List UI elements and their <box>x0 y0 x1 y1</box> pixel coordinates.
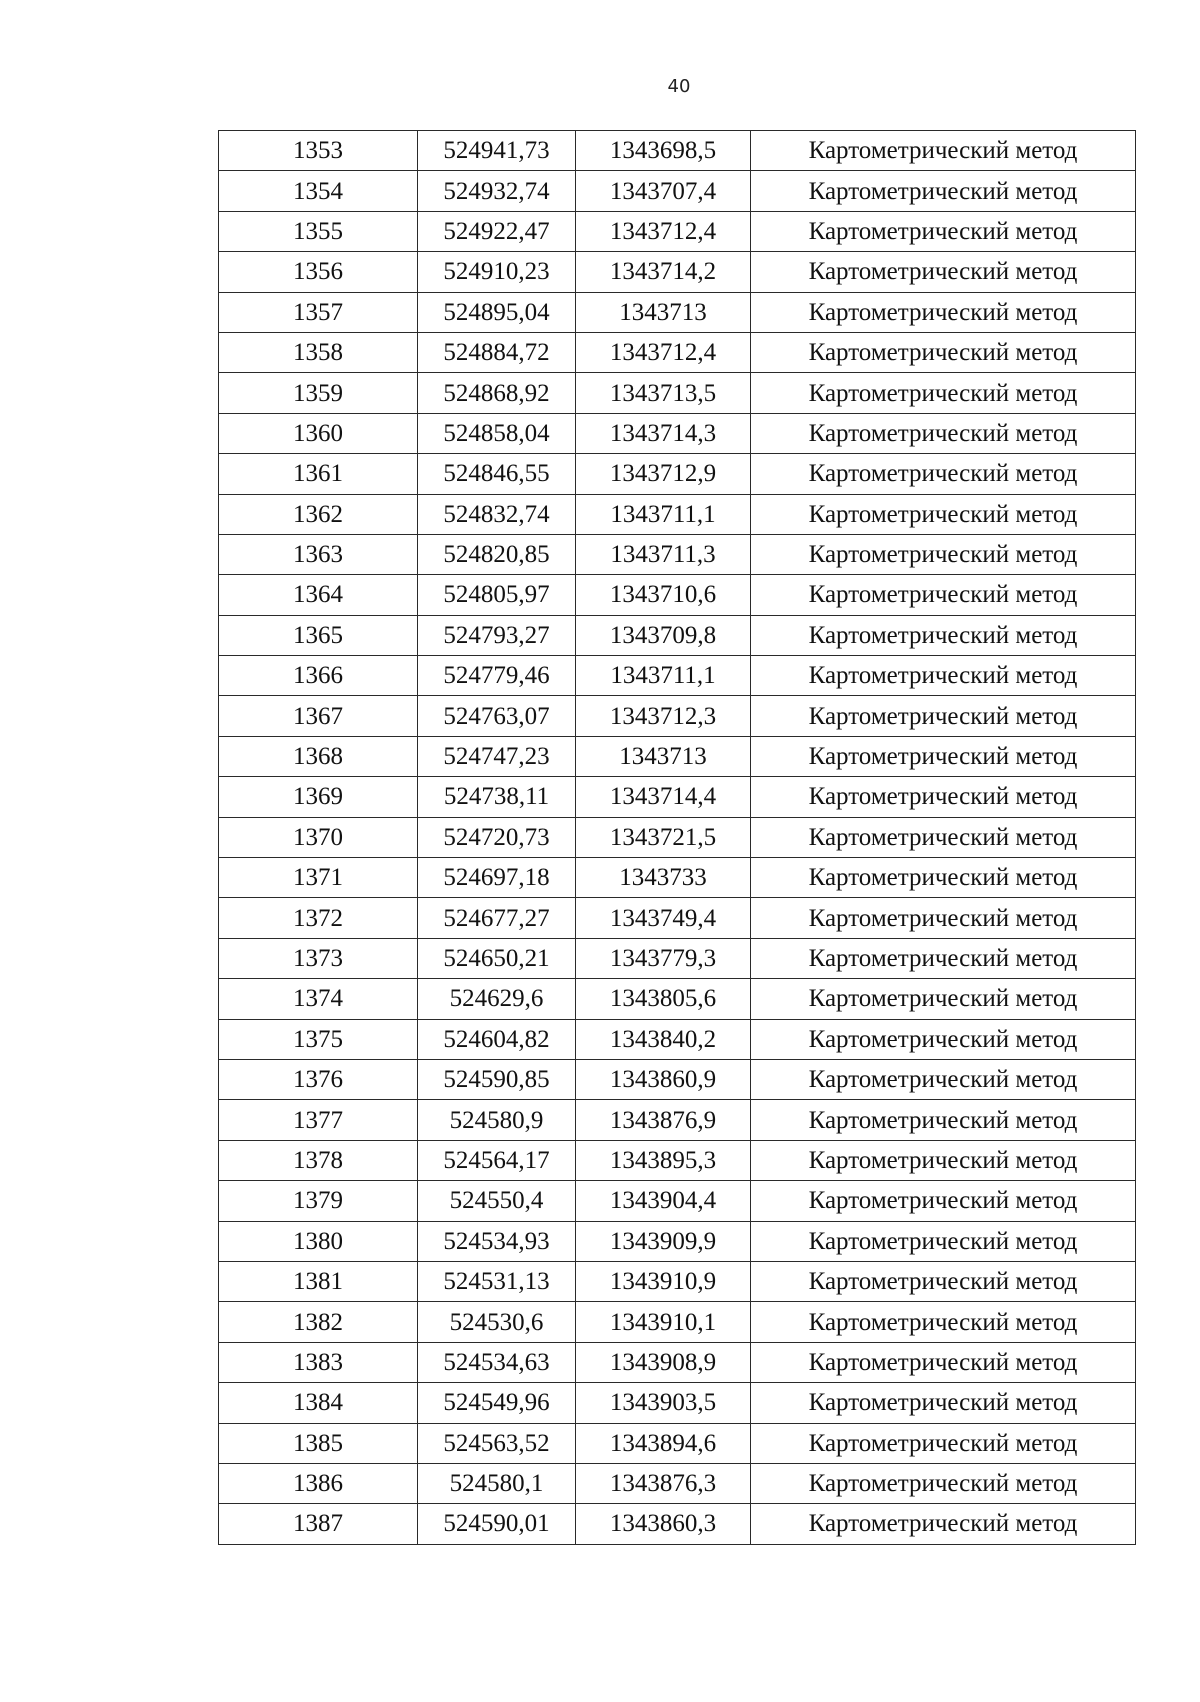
x-coordinate-cell: 524793,27 <box>418 615 576 655</box>
table-row <box>219 332 1136 372</box>
x-coordinate-cell: 524697,18 <box>418 858 576 898</box>
point-number-cell: 1358 <box>219 332 418 372</box>
x-coordinate-cell: 524747,23 <box>418 736 576 776</box>
y-coordinate-cell: 1343711,1 <box>576 494 751 534</box>
table-row <box>219 171 1136 211</box>
x-coordinate-cell: 524530,6 <box>418 1302 576 1342</box>
method-cell: Картометрический метод <box>751 252 1136 292</box>
x-coordinate-cell: 524580,9 <box>418 1100 576 1140</box>
method-cell: Картометрический метод <box>751 332 1136 372</box>
point-number-cell: 1380 <box>219 1221 418 1261</box>
x-coordinate-cell: 524868,92 <box>418 373 576 413</box>
y-coordinate-cell: 1343714,3 <box>576 413 751 453</box>
point-number-cell: 1354 <box>219 171 418 211</box>
point-number-cell: 1379 <box>219 1181 418 1221</box>
method-cell: Картометрический метод <box>751 1463 1136 1503</box>
method-cell: Картометрический метод <box>751 1423 1136 1463</box>
method-cell: Картометрический метод <box>751 413 1136 453</box>
table-row <box>219 1383 1136 1423</box>
table-row <box>219 211 1136 251</box>
method-cell: Картометрический метод <box>751 938 1136 978</box>
method-cell: Картометрический метод <box>751 1504 1136 1544</box>
method-cell: Картометрический метод <box>751 131 1136 171</box>
method-cell: Картометрический метод <box>751 211 1136 251</box>
y-coordinate-cell: 1343698,5 <box>576 131 751 171</box>
y-coordinate-cell: 1343712,3 <box>576 696 751 736</box>
table-row <box>219 413 1136 453</box>
point-number-cell: 1385 <box>219 1423 418 1463</box>
table-row <box>219 1019 1136 1059</box>
method-cell: Картометрический метод <box>751 494 1136 534</box>
y-coordinate-cell: 1343709,8 <box>576 615 751 655</box>
point-number-cell: 1353 <box>219 131 418 171</box>
method-cell: Картометрический метод <box>751 898 1136 938</box>
page-number: 40 <box>667 76 691 97</box>
method-cell: Картометрический метод <box>751 817 1136 857</box>
table-row <box>219 1302 1136 1342</box>
method-cell: Картометрический метод <box>751 696 1136 736</box>
point-number-cell: 1369 <box>219 777 418 817</box>
coordinates-table <box>218 130 1136 1545</box>
y-coordinate-cell: 1343895,3 <box>576 1140 751 1180</box>
y-coordinate-cell: 1343710,6 <box>576 575 751 615</box>
y-coordinate-cell: 1343805,6 <box>576 979 751 1019</box>
point-number-cell: 1359 <box>219 373 418 413</box>
y-coordinate-cell: 1343733 <box>576 858 751 898</box>
table-row <box>219 858 1136 898</box>
y-coordinate-cell: 1343713,5 <box>576 373 751 413</box>
table-row <box>219 777 1136 817</box>
method-cell: Картометрический метод <box>751 575 1136 615</box>
point-number-cell: 1361 <box>219 454 418 494</box>
method-cell: Картометрический метод <box>751 656 1136 696</box>
point-number-cell: 1384 <box>219 1383 418 1423</box>
x-coordinate-cell: 524590,01 <box>418 1504 576 1544</box>
x-coordinate-cell: 524941,73 <box>418 131 576 171</box>
x-coordinate-cell: 524884,72 <box>418 332 576 372</box>
point-number-cell: 1381 <box>219 1261 418 1301</box>
method-cell: Картометрический метод <box>751 777 1136 817</box>
x-coordinate-cell: 524805,97 <box>418 575 576 615</box>
x-coordinate-cell: 524922,47 <box>418 211 576 251</box>
table-row <box>219 1140 1136 1180</box>
y-coordinate-cell: 1343714,4 <box>576 777 751 817</box>
point-number-cell: 1356 <box>219 252 418 292</box>
x-coordinate-cell: 524531,13 <box>418 1261 576 1301</box>
table-row <box>219 696 1136 736</box>
x-coordinate-cell: 524846,55 <box>418 454 576 494</box>
method-cell: Картометрический метод <box>751 1059 1136 1099</box>
table-row <box>219 1463 1136 1503</box>
table-row <box>219 979 1136 1019</box>
x-coordinate-cell: 524604,82 <box>418 1019 576 1059</box>
table-row <box>219 252 1136 292</box>
point-number-cell: 1377 <box>219 1100 418 1140</box>
y-coordinate-cell: 1343909,9 <box>576 1221 751 1261</box>
method-cell: Картометрический метод <box>751 1342 1136 1382</box>
method-cell: Картометрический метод <box>751 1261 1136 1301</box>
method-cell: Картометрический метод <box>751 171 1136 211</box>
y-coordinate-cell: 1343876,3 <box>576 1463 751 1503</box>
x-coordinate-cell: 524858,04 <box>418 413 576 453</box>
table-row <box>219 1059 1136 1099</box>
y-coordinate-cell: 1343910,9 <box>576 1261 751 1301</box>
x-coordinate-cell: 524580,1 <box>418 1463 576 1503</box>
point-number-cell: 1355 <box>219 211 418 251</box>
y-coordinate-cell: 1343711,1 <box>576 656 751 696</box>
x-coordinate-cell: 524763,07 <box>418 696 576 736</box>
table-row <box>219 736 1136 776</box>
coordinates-table-body <box>219 131 1136 1545</box>
point-number-cell: 1383 <box>219 1342 418 1382</box>
table-row <box>219 1342 1136 1382</box>
point-number-cell: 1386 <box>219 1463 418 1503</box>
y-coordinate-cell: 1343894,6 <box>576 1423 751 1463</box>
x-coordinate-cell: 524932,74 <box>418 171 576 211</box>
point-number-cell: 1382 <box>219 1302 418 1342</box>
point-number-cell: 1372 <box>219 898 418 938</box>
point-number-cell: 1362 <box>219 494 418 534</box>
method-cell: Картометрический метод <box>751 1140 1136 1180</box>
y-coordinate-cell: 1343711,3 <box>576 534 751 574</box>
method-cell: Картометрический метод <box>751 1383 1136 1423</box>
table-row <box>219 938 1136 978</box>
point-number-cell: 1373 <box>219 938 418 978</box>
y-coordinate-cell: 1343712,4 <box>576 332 751 372</box>
y-coordinate-cell: 1343908,9 <box>576 1342 751 1382</box>
method-cell: Картометрический метод <box>751 1100 1136 1140</box>
table-row <box>219 575 1136 615</box>
point-number-cell: 1368 <box>219 736 418 776</box>
y-coordinate-cell: 1343904,4 <box>576 1181 751 1221</box>
table-row <box>219 494 1136 534</box>
method-cell: Картометрический метод <box>751 736 1136 776</box>
y-coordinate-cell: 1343840,2 <box>576 1019 751 1059</box>
table-row <box>219 1504 1136 1544</box>
y-coordinate-cell: 1343714,2 <box>576 252 751 292</box>
x-coordinate-cell: 524910,23 <box>418 252 576 292</box>
table-row <box>219 817 1136 857</box>
table-row <box>219 534 1136 574</box>
y-coordinate-cell: 1343903,5 <box>576 1383 751 1423</box>
method-cell: Картометрический метод <box>751 615 1136 655</box>
x-coordinate-cell: 524534,63 <box>418 1342 576 1382</box>
x-coordinate-cell: 524677,27 <box>418 898 576 938</box>
x-coordinate-cell: 524779,46 <box>418 656 576 696</box>
table-row <box>219 1100 1136 1140</box>
method-cell: Картометрический метод <box>751 1221 1136 1261</box>
method-cell: Картометрический метод <box>751 534 1136 574</box>
x-coordinate-cell: 524895,04 <box>418 292 576 332</box>
table-row <box>219 292 1136 332</box>
y-coordinate-cell: 1343713 <box>576 736 751 776</box>
method-cell: Картометрический метод <box>751 373 1136 413</box>
y-coordinate-cell: 1343860,9 <box>576 1059 751 1099</box>
x-coordinate-cell: 524563,52 <box>418 1423 576 1463</box>
y-coordinate-cell: 1343876,9 <box>576 1100 751 1140</box>
x-coordinate-cell: 524549,96 <box>418 1383 576 1423</box>
table-row <box>219 656 1136 696</box>
table-row <box>219 1261 1136 1301</box>
point-number-cell: 1374 <box>219 979 418 1019</box>
point-number-cell: 1357 <box>219 292 418 332</box>
y-coordinate-cell: 1343721,5 <box>576 817 751 857</box>
method-cell: Картометрический метод <box>751 858 1136 898</box>
point-number-cell: 1376 <box>219 1059 418 1099</box>
method-cell: Картометрический метод <box>751 1019 1136 1059</box>
point-number-cell: 1370 <box>219 817 418 857</box>
x-coordinate-cell: 524720,73 <box>418 817 576 857</box>
table-row <box>219 1221 1136 1261</box>
method-cell: Картометрический метод <box>751 454 1136 494</box>
table-row <box>219 615 1136 655</box>
x-coordinate-cell: 524629,6 <box>418 979 576 1019</box>
x-coordinate-cell: 524564,17 <box>418 1140 576 1180</box>
point-number-cell: 1387 <box>219 1504 418 1544</box>
y-coordinate-cell: 1343712,4 <box>576 211 751 251</box>
point-number-cell: 1367 <box>219 696 418 736</box>
y-coordinate-cell: 1343712,9 <box>576 454 751 494</box>
method-cell: Картометрический метод <box>751 292 1136 332</box>
x-coordinate-cell: 524820,85 <box>418 534 576 574</box>
x-coordinate-cell: 524590,85 <box>418 1059 576 1099</box>
y-coordinate-cell: 1343779,3 <box>576 938 751 978</box>
table-row <box>219 373 1136 413</box>
point-number-cell: 1366 <box>219 656 418 696</box>
table-row <box>219 1423 1136 1463</box>
table-row <box>219 454 1136 494</box>
table-row <box>219 898 1136 938</box>
method-cell: Картометрический метод <box>751 1181 1136 1221</box>
y-coordinate-cell: 1343860,3 <box>576 1504 751 1544</box>
y-coordinate-cell: 1343713 <box>576 292 751 332</box>
x-coordinate-cell: 524832,74 <box>418 494 576 534</box>
point-number-cell: 1371 <box>219 858 418 898</box>
y-coordinate-cell: 1343707,4 <box>576 171 751 211</box>
x-coordinate-cell: 524550,4 <box>418 1181 576 1221</box>
table-row <box>219 131 1136 171</box>
point-number-cell: 1363 <box>219 534 418 574</box>
point-number-cell: 1378 <box>219 1140 418 1180</box>
x-coordinate-cell: 524650,21 <box>418 938 576 978</box>
y-coordinate-cell: 1343910,1 <box>576 1302 751 1342</box>
method-cell: Картометрический метод <box>751 1302 1136 1342</box>
point-number-cell: 1364 <box>219 575 418 615</box>
y-coordinate-cell: 1343749,4 <box>576 898 751 938</box>
point-number-cell: 1360 <box>219 413 418 453</box>
point-number-cell: 1365 <box>219 615 418 655</box>
x-coordinate-cell: 524738,11 <box>418 777 576 817</box>
table-row <box>219 1181 1136 1221</box>
point-number-cell: 1375 <box>219 1019 418 1059</box>
method-cell: Картометрический метод <box>751 979 1136 1019</box>
x-coordinate-cell: 524534,93 <box>418 1221 576 1261</box>
